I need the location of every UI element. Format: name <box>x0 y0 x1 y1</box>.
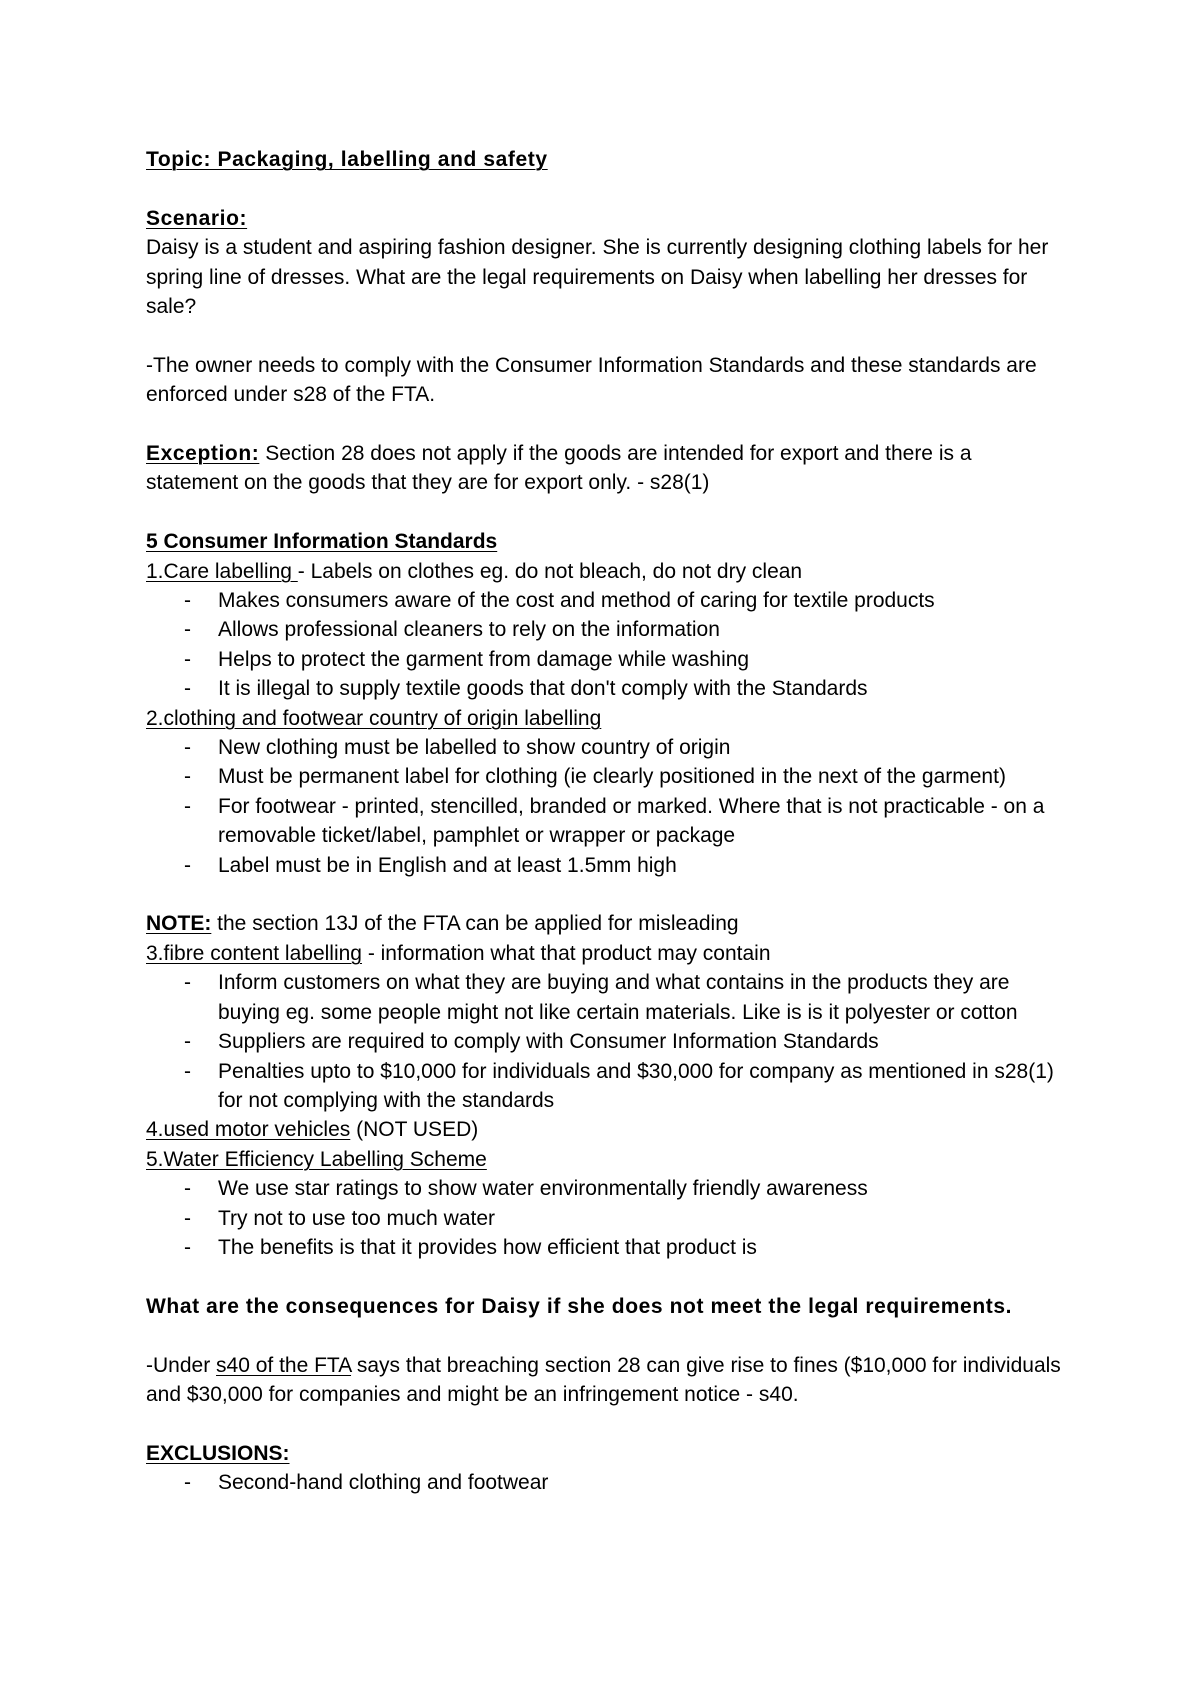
list-item <box>146 1174 1066 1203</box>
bullet-dash: - <box>184 853 191 877</box>
standards-heading: 5 Consumer Information Standards <box>146 530 498 554</box>
list-item-text: We use star ratings to show water environmentally friendly awareness <box>218 1177 868 1201</box>
consequences-pre: -Under <box>146 1353 217 1377</box>
list-item <box>146 586 1066 615</box>
bullet-dash: - <box>184 794 191 818</box>
list-item <box>146 674 1066 703</box>
origin-labelling-title: 2.clothing and footwear country of origin labelling <box>146 706 602 730</box>
document-body <box>146 145 1066 1498</box>
list-item-text: For footwear - printed, stencilled, branded or marked. Where that is not practicable - on a removable ticket/label, pamphlet or wrapper or package <box>218 794 1045 848</box>
list-item <box>146 1233 1066 1262</box>
list-item-text: Second-hand clothing and footwear <box>218 1471 549 1495</box>
list-item-text: Inform customers on what they are buying and what contains in the products they are buying eg. some people might not like certain materials. Like is is it polyester or cotton <box>218 971 1018 1024</box>
consequences-heading: What are the consequences for Daisy if she does not meet the legal requirements. <box>146 1294 1013 1318</box>
scenario-text: Daisy is a student and aspiring fashion designer. She is currently designing clothing labels for her spring line of dresses. What are the legal requirements on Daisy when labelling her dresses for sale? <box>146 236 1049 319</box>
bullet-dash: - <box>184 1059 191 1083</box>
topic-heading: Topic: Packaging, labelling and safety <box>146 148 548 171</box>
list-item <box>146 968 1066 1027</box>
bullet-dash: - <box>184 1030 191 1054</box>
list-item-text: New clothing must be labelled to show country of origin <box>218 736 731 760</box>
owner-note: -The owner needs to comply with the Consumer Information Standards and these standards are enforced under s28 of the FTA. <box>146 353 1037 407</box>
exclusions-heading: EXCLUSIONS: <box>146 1441 290 1465</box>
water-labelling-title: 5.Water Efficiency Labelling Scheme <box>146 1147 487 1171</box>
bullet-dash: - <box>184 1471 191 1495</box>
bullet-dash: - <box>184 589 191 613</box>
list-item-text: Label must be in English and at least 1.5mm high <box>218 853 677 877</box>
list-item-text: Makes consumers aware of the cost and method of caring for textile products <box>218 589 935 613</box>
fibre-labelling-title: 3.fibre content labelling <box>146 941 362 965</box>
list-item-text: Must be permanent label for clothing (ie clearly positioned in the next of the garment) <box>218 765 1006 789</box>
note-line <box>146 909 1066 938</box>
exception-label: Exception: <box>146 442 260 466</box>
consequences-link: s40 of the FTA <box>216 1353 352 1377</box>
bullet-dash: - <box>184 736 191 760</box>
list-item <box>146 1204 1066 1233</box>
list-item-text: Try not to use too much water <box>218 1206 496 1230</box>
care-labelling-text: - Labels on clothes eg. do not bleach, do not dry clean <box>297 559 803 583</box>
bullet-dash: - <box>184 765 191 789</box>
vehicles-title: 4.used motor vehicles <box>146 1118 351 1142</box>
list-item <box>146 733 1066 762</box>
bullet-dash: - <box>184 1206 191 1230</box>
list-item <box>146 615 1066 644</box>
list-item-text: Allows professional cleaners to rely on the information <box>218 618 720 642</box>
consequences-paragraph <box>146 1351 1066 1410</box>
vehicles-line <box>146 1115 1066 1144</box>
fibre-labelling-line <box>146 939 1066 968</box>
care-labelling-line <box>146 557 1066 586</box>
list-item <box>146 762 1066 791</box>
bullet-dash: - <box>184 618 191 642</box>
note-label: NOTE: <box>146 912 212 936</box>
list-item <box>146 1057 1066 1116</box>
list-item-text: It is illegal to supply textile goods that don't comply with the Standards <box>218 677 868 701</box>
list-item-text: The benefits is that it provides how efficient that product is <box>218 1235 757 1259</box>
exception-paragraph <box>146 439 1066 498</box>
bullet-dash: - <box>184 1235 191 1259</box>
list-item <box>146 851 1066 880</box>
vehicles-text: (NOT USED) <box>350 1118 479 1142</box>
bullet-dash: - <box>184 971 191 995</box>
list-item <box>146 1027 1066 1056</box>
fibre-labelling-text: - information what that product may contain <box>361 941 771 965</box>
bullet-dash: - <box>184 1177 191 1201</box>
list-item-text: Suppliers are required to comply with Consumer Information Standards <box>218 1030 879 1054</box>
list-item-text: Helps to protect the garment from damage while washing <box>218 647 750 671</box>
care-labelling-title: 1.Care labelling <box>146 559 298 583</box>
bullet-dash: - <box>184 647 191 671</box>
note-text: the section 13J of the FTA can be applied for misleading <box>211 912 739 936</box>
bullet-dash: - <box>184 677 191 701</box>
exception-text: Section 28 does not apply if the goods are intended for export and there is a statement on the goods that they are for export only. - s28(1) <box>146 442 972 495</box>
consequences-post: says that breaching section 28 can give rise to fines ($10,000 for individuals and $30,000 for companies and might be an infringement notice - s40. <box>146 1353 1061 1406</box>
list-item <box>146 645 1066 674</box>
list-item <box>146 1468 1066 1497</box>
scenario-heading: Scenario: <box>146 206 248 230</box>
list-item <box>146 792 1066 851</box>
list-item-text: Penalties upto to $10,000 for individuals and $30,000 for company as mentioned in s28(1) for not complying with the standards <box>218 1059 1054 1112</box>
